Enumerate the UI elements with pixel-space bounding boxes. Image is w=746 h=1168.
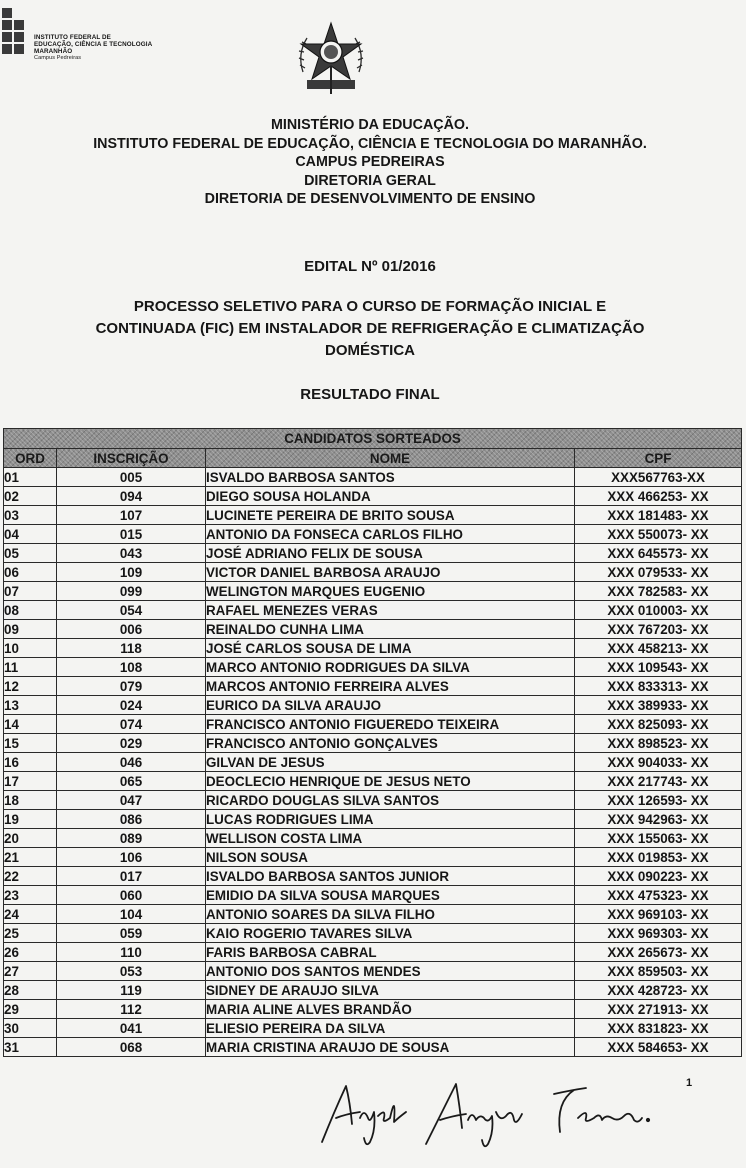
cell-ord: 20 [4,829,57,848]
cell-nome: EMIDIO DA SILVA SOUSA MARQUES [206,886,575,905]
cell-nome: VICTOR DANIEL BARBOSA ARAUJO [206,563,575,582]
page-number: 1 [686,1077,693,1089]
cell-inscricao: 107 [57,506,206,525]
cell-inscricao: 060 [57,886,206,905]
cell-nome: KAIO ROGERIO TAVARES SILVA [206,924,575,943]
cell-nome: MARIA ALINE ALVES BRANDÃO [206,1000,575,1019]
candidates-table [3,428,742,1057]
table-row [4,620,742,639]
cell-cpf: XXX 109543- XX [575,658,742,677]
cell-inscricao: 005 [57,468,206,487]
table-row [4,734,742,753]
cell-cpf: XXX567763-XX [575,468,742,487]
cell-nome: DIEGO SOUSA HOLANDA [206,487,575,506]
cell-nome: MARCOS ANTONIO FERREIRA ALVES [206,677,575,696]
table-row [4,601,742,620]
cell-cpf: XXX 833313- XX [575,677,742,696]
header-institute: INSTITUTO FEDERAL DE EDUCAÇÃO, CIÊNCIA E TECNOLOGIA DO MARANHÃO. [93,135,647,152]
result-title: RESULTADO FINAL [300,386,440,403]
cell-inscricao: 099 [57,582,206,601]
table-row [4,468,742,487]
cell-cpf: XXX 969103- XX [575,905,742,924]
cell-nome: ELIESIO PEREIRA DA SILVA [206,1019,575,1038]
column-header-ord: ORD [4,449,57,468]
table-group-header: CANDIDATOS SORTEADOS [4,429,742,449]
table-row [4,1019,742,1038]
cell-inscricao: 059 [57,924,206,943]
cell-nome: SIDNEY DE ARAUJO SILVA [206,981,575,1000]
table-row [4,487,742,506]
cell-ord: 14 [4,715,57,734]
cell-inscricao: 043 [57,544,206,563]
cell-ord: 12 [4,677,57,696]
cell-inscricao: 015 [57,525,206,544]
header-directorate: DIRETORIA GERAL [304,172,436,189]
column-header-nome: NOME [206,449,575,468]
table-row [4,981,742,1000]
institute-logo [2,4,182,66]
cell-nome: ANTONIO DA FONSECA CARLOS FILHO [206,525,575,544]
cell-ord: 06 [4,563,57,582]
cell-cpf: XXX 550073- XX [575,525,742,544]
cell-cpf: XXX 475323- XX [575,886,742,905]
cell-ord: 23 [4,886,57,905]
institute-logo-mark-icon [2,4,32,64]
cell-cpf: XXX 217743- XX [575,772,742,791]
table-row [4,791,742,810]
cell-cpf: XXX 090223- XX [575,867,742,886]
cell-nome: EURICO DA SILVA ARAUJO [206,696,575,715]
cell-ord: 03 [4,506,57,525]
edital-title: EDITAL Nº 01/2016 [304,258,436,275]
cell-inscricao: 074 [57,715,206,734]
cell-ord: 31 [4,1038,57,1057]
cell-ord: 30 [4,1019,57,1038]
cell-inscricao: 065 [57,772,206,791]
coat-of-arms-icon [293,20,369,96]
cell-inscricao: 079 [57,677,206,696]
cell-nome: JOSÉ CARLOS SOUSA DE LIMA [206,639,575,658]
cell-nome: REINALDO CUNHA LIMA [206,620,575,639]
table-row [4,772,742,791]
cell-ord: 27 [4,962,57,981]
cell-ord: 09 [4,620,57,639]
cell-ord: 04 [4,525,57,544]
column-header-cpf: CPF [575,449,742,468]
cell-ord: 29 [4,1000,57,1019]
cell-ord: 17 [4,772,57,791]
table-row [4,848,742,867]
table-row [4,886,742,905]
cell-cpf: XXX 831823- XX [575,1019,742,1038]
cell-ord: 15 [4,734,57,753]
cell-cpf: XXX 079533- XX [575,563,742,582]
cell-ord: 16 [4,753,57,772]
cell-cpf: XXX 969303- XX [575,924,742,943]
cell-ord: 25 [4,924,57,943]
institute-logo-text [34,34,152,62]
header-teaching-directorate: DIRETORIA DE DESENVOLVIMENTO DE ENSINO [204,191,536,207]
cell-nome: WELINGTON MARQUES EUGENIO [206,582,575,601]
cell-inscricao: 017 [57,867,206,886]
header-campus: CAMPUS PEDREIRAS [295,154,445,170]
cell-inscricao: 108 [57,658,206,677]
table-row [4,506,742,525]
cell-inscricao: 041 [57,1019,206,1038]
cell-ord: 01 [4,468,57,487]
table-row [4,677,742,696]
cell-nome: RAFAEL MENEZES VERAS [206,601,575,620]
table-body [4,468,742,1057]
cell-nome: DEOCLECIO HENRIQUE DE JESUS NETO [206,772,575,791]
cell-inscricao: 006 [57,620,206,639]
cell-inscricao: 053 [57,962,206,981]
cell-nome: RICARDO DOUGLAS SILVA SANTOS [206,791,575,810]
process-line-1: PROCESSO SELETIVO PARA O CURSO DE FORMAÇÃO INICIAL E [133,298,607,315]
cell-nome: GILVAN DE JESUS [206,753,575,772]
cell-inscricao: 024 [57,696,206,715]
table-row [4,658,742,677]
cell-nome: LUCAS RODRIGUES LIMA [206,810,575,829]
cell-nome: WELLISON COSTA LIMA [206,829,575,848]
cell-cpf: XXX 458213- XX [575,639,742,658]
table-row [4,563,742,582]
cell-cpf: XXX 181483- XX [575,506,742,525]
cell-cpf: XXX 428723- XX [575,981,742,1000]
cell-inscricao: 086 [57,810,206,829]
cell-ord: 19 [4,810,57,829]
cell-cpf: XXX 825093- XX [575,715,742,734]
cell-inscricao: 109 [57,563,206,582]
cell-ord: 07 [4,582,57,601]
cell-ord: 02 [4,487,57,506]
cell-nome: ANTONIO SOARES DA SILVA FILHO [206,905,575,924]
cell-cpf: XXX 584653- XX [575,1038,742,1057]
cell-nome: ANTONIO DOS SANTOS MENDES [206,962,575,981]
cell-cpf: XXX 645573- XX [575,544,742,563]
cell-nome: MARCO ANTONIO RODRIGUES DA SILVA [206,658,575,677]
cell-nome: MARIA CRISTINA ARAUJO DE SOUSA [206,1038,575,1057]
table-row [4,810,742,829]
cell-inscricao: 068 [57,1038,206,1057]
cell-nome: ISVALDO BARBOSA SANTOS JUNIOR [206,867,575,886]
cell-ord: 18 [4,791,57,810]
table-row [4,1000,742,1019]
cell-inscricao: 118 [57,639,206,658]
table-row [4,867,742,886]
cell-ord: 13 [4,696,57,715]
process-title [30,296,710,362]
process-line-3: DOMÉSTICA [325,342,415,359]
cell-inscricao: 046 [57,753,206,772]
table-row [4,829,742,848]
cell-inscricao: 047 [57,791,206,810]
process-line-2: CONTINUADA (FIC) EM INSTALADOR DE REFRIGERAÇÃO E CLIMATIZAÇÃO [95,320,645,337]
institute-line-4: Campus Pedreiras [34,55,82,61]
cell-ord: 26 [4,943,57,962]
institute-line-3: MARANHÃO [34,48,73,55]
table-row [4,943,742,962]
cell-cpf: XXX 782583- XX [575,582,742,601]
cell-inscricao: 054 [57,601,206,620]
column-header-inscricao: INSCRIÇÃO [57,449,206,468]
cell-inscricao: 104 [57,905,206,924]
cell-cpf: XXX 859503- XX [575,962,742,981]
table-row [4,1038,742,1057]
cell-cpf: XXX 904033- XX [575,753,742,772]
cell-ord: 24 [4,905,57,924]
table-row [4,924,742,943]
cell-inscricao: 106 [57,848,206,867]
institute-line-1: INSTITUTO FEDERAL DE [34,34,111,41]
cell-nome: FRANCISCO ANTONIO GONÇALVES [206,734,575,753]
cell-cpf: XXX 898523- XX [575,734,742,753]
cell-cpf: XXX 126593- XX [575,791,742,810]
table-row [4,696,742,715]
cell-cpf: XXX 942963- XX [575,810,742,829]
cell-inscricao: 094 [57,487,206,506]
cell-inscricao: 029 [57,734,206,753]
cell-nome: ISVALDO BARBOSA SANTOS [206,468,575,487]
cell-ord: 08 [4,601,57,620]
table-row [4,525,742,544]
table-row [4,639,742,658]
cell-ord: 11 [4,658,57,677]
cell-ord: 22 [4,867,57,886]
cell-inscricao: 112 [57,1000,206,1019]
cell-cpf: XXX 389933- XX [575,696,742,715]
cell-inscricao: 110 [57,943,206,962]
header-ministry: MINISTÉRIO DA EDUCAÇÃO. [270,117,470,133]
institute-line-2: EDUCAÇÃO, CIÊNCIA E TECNOLOGIA [34,41,153,48]
handwritten-signature [316,1072,666,1152]
cell-cpf: XXX 019853- XX [575,848,742,867]
cell-cpf: XXX 271913- XX [575,1000,742,1019]
cell-ord: 21 [4,848,57,867]
cell-nome: FRANCISCO ANTONIO FIGUEREDO TEIXEIRA [206,715,575,734]
cell-cpf: XXX 767203- XX [575,620,742,639]
cell-inscricao: 089 [57,829,206,848]
table-row [4,582,742,601]
cell-ord: 28 [4,981,57,1000]
cell-inscricao: 119 [57,981,206,1000]
table-row [4,715,742,734]
table-row [4,905,742,924]
table-row [4,544,742,563]
cell-nome: JOSÉ ADRIANO FELIX DE SOUSA [206,544,575,563]
cell-nome: FARIS BARBOSA CABRAL [206,943,575,962]
cell-cpf: XXX 265673- XX [575,943,742,962]
cell-ord: 05 [4,544,57,563]
cell-nome: NILSON SOUSA [206,848,575,867]
cell-cpf: XXX 010003- XX [575,601,742,620]
cell-cpf: XXX 466253- XX [575,487,742,506]
cell-cpf: XXX 155063- XX [575,829,742,848]
table-row [4,753,742,772]
document-header [40,116,700,209]
cell-ord: 10 [4,639,57,658]
table-row [4,962,742,981]
cell-nome: LUCINETE PEREIRA DE BRITO SOUSA [206,506,575,525]
